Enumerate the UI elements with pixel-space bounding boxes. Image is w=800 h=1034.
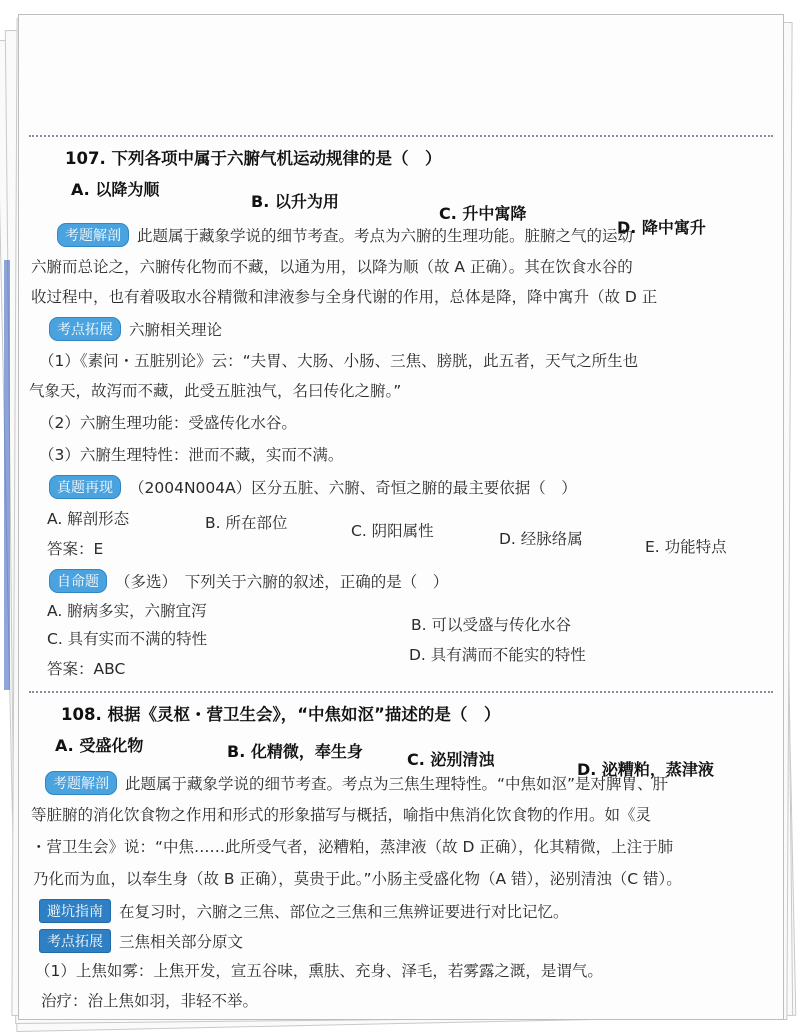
- real-question-text: （2004N004A）区分五脏、六腑、奇恒之腑的最主要依据（ ）: [129, 479, 577, 497]
- q107-self-option-c: C. 具有实而不满的特性: [47, 630, 208, 648]
- self-question-text: （多选） 下列关于六腑的叙述，正确的是（ ）: [115, 573, 449, 591]
- q107-analysis-line-2: 六腑而总论之，六腑传化物而不藏，以通为用，以降为顺（故 A 正确）。其在饮食水谷的: [31, 258, 633, 276]
- q107-real-option-b: B. 所在部位: [205, 514, 288, 532]
- q108-extension-header: [39, 929, 243, 953]
- q107-self-option-d: D. 具有满而不能实的特性: [409, 646, 586, 664]
- self-question-tag: 自命题: [49, 569, 107, 593]
- extension-title: 六腑相关理论: [129, 321, 223, 339]
- q107-option-a: A. 以降为顺: [71, 180, 160, 199]
- q108-analysis-line-3: ・营卫生会》说：“中焦……此所受气者，泌糟粕，蒸津液（故 D 正确），化其精微，上注于肺: [31, 838, 674, 856]
- q107-analysis-line-3: 收过程中，也有着吸取水谷精微和津液参与全身代谢的作用，总体是降，降中寓升（故 D 正: [31, 288, 658, 306]
- section-divider: [29, 691, 773, 693]
- q107-extension-line-3: （2）六腑生理功能：受盛传化水谷。: [39, 414, 297, 432]
- q107-option-d: D. 降中寓升: [617, 218, 706, 237]
- pitfall-text: 在复习时，六腑之三焦、部位之三焦和三焦辨证要进行对比记忆。: [119, 903, 569, 921]
- q107-extension-line-2: 气象天，故泻而不藏，此受五脏浊气，名曰传化之腑。”: [29, 382, 402, 400]
- real-exam-tag: 真题再现: [49, 475, 121, 499]
- q107-real-option-a: A. 解剖形态: [47, 510, 130, 528]
- extension-tag: 考点拓展: [49, 317, 121, 341]
- q108-option-d: D. 泌糟粕，蒸津液: [577, 760, 714, 779]
- q108-analysis-line-4: 乃化而为血，以奉生身（故 B 正确），莫贵于此。”小肠主受盛化物（A 错），泌别清浊（C 错）。: [33, 870, 682, 888]
- analysis-text: 此题属于藏象学说的细节考查。考点为六腑的生理功能。脏腑之气的运动: [137, 227, 634, 245]
- q107-option-b: B. 以升为用: [251, 192, 339, 211]
- question-107-title: 107. 下列各项中属于六腑气机运动规律的是（ ）: [65, 149, 442, 168]
- analysis-tag: 考题解剖: [57, 223, 129, 247]
- book-spine-edge: [4, 260, 10, 690]
- q107-real-question: [49, 475, 577, 499]
- q108-extension-line-2: 治疗：治上焦如羽，非轻不举。: [41, 992, 259, 1010]
- q108-option-c: C. 泌别清浊: [407, 750, 495, 769]
- q107-extension-header: [49, 317, 222, 341]
- q107-self-answer: 答案：ABC: [47, 660, 126, 678]
- q107-self-option-a: A. 腑病多实，六腑宜泻: [47, 602, 207, 620]
- extension-title: 三焦相关部分原文: [119, 933, 244, 951]
- q107-real-option-e: E. 功能特点: [645, 538, 727, 556]
- q108-pitfall: [39, 899, 569, 923]
- extension-tag: 考点拓展: [39, 929, 111, 953]
- q107-analysis-line-1: [57, 223, 633, 247]
- q108-analysis-line-1: [45, 771, 668, 795]
- analysis-tag: 考题解剖: [45, 771, 117, 795]
- analysis-text: 此题属于藏象学说的细节考查。考点为三焦生理特性。“中焦如沤”是对脾胃、肝: [125, 775, 669, 793]
- q108-extension-line-1: （1）上焦如雾：上焦开发，宣五谷味，熏肤、充身、泽毛，若雾露之溉，是谓气。: [35, 962, 603, 980]
- question-108-title: 108. 根据《灵枢・营卫生会》，“中焦如沤”描述的是（ ）: [61, 705, 501, 724]
- section-divider: [29, 135, 773, 137]
- q107-real-option-c: C. 阴阳属性: [351, 522, 434, 540]
- q107-self-option-b: B. 可以受盛与传化水谷: [411, 616, 571, 634]
- q108-analysis-line-2: 等脏腑的消化饮食物之作用和形式的形象描写与概括，喻指中焦消化饮食物的作用。如《灵: [31, 806, 652, 824]
- book-page: [18, 14, 784, 1020]
- q107-extension-line-4: （3）六腑生理特性：泄而不藏，实而不满。: [39, 446, 344, 464]
- page-content: [19, 15, 783, 1019]
- q107-option-c: C. 升中寓降: [439, 204, 527, 223]
- q107-self-question: [49, 569, 448, 593]
- q108-option-b: B. 化精微，奉生身: [227, 742, 363, 761]
- q107-real-option-d: D. 经脉络属: [499, 530, 583, 548]
- q108-option-a: A. 受盛化物: [55, 736, 144, 755]
- pitfall-tag: 避坑指南: [39, 899, 111, 923]
- q107-extension-line-1: （1）《素问・五脏别论》云：“夫胃、大肠、小肠、三焦、膀胱，此五者，天气之所生也: [39, 352, 639, 370]
- q107-real-answer: 答案：E: [47, 540, 104, 558]
